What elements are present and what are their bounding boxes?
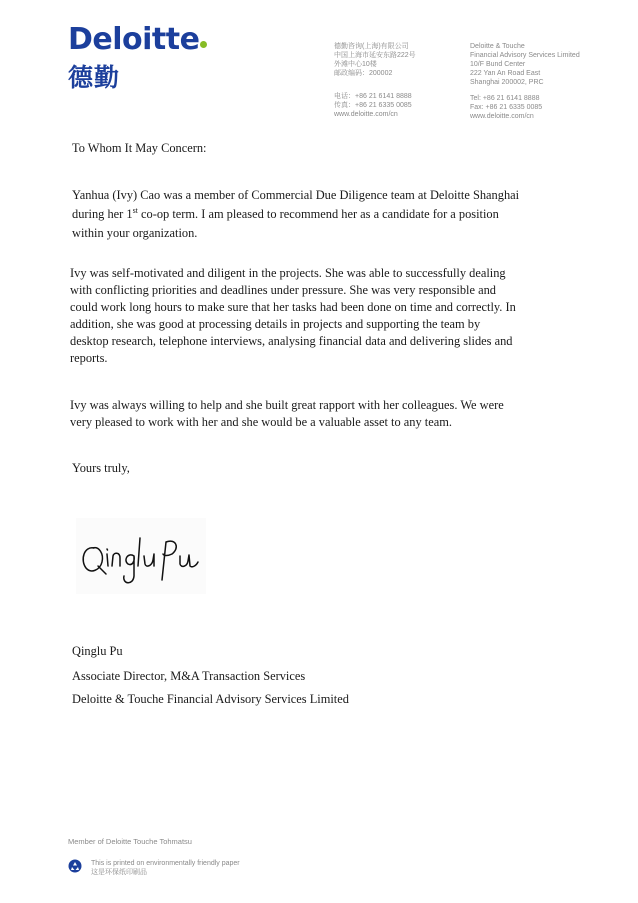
address-line: 德勤咨询(上海)有限公司 <box>334 43 409 50</box>
paragraph-line: Ivy was self-motivated and diligent in the projects. She was able to successfully dealing <box>70 266 506 280</box>
greeting: To Whom It May Concern: <box>72 141 207 155</box>
paragraph-performance <box>70 265 516 367</box>
paragraph-line: with conflicting priorities and deadlines under pressure. She was very responsible and <box>70 283 496 297</box>
paragraph-line: reports. <box>70 351 108 365</box>
eco-paper-note <box>91 859 240 877</box>
paragraph-line: within your organization. <box>72 226 198 240</box>
website-line: www.deloitte.com/cn <box>470 113 534 120</box>
chinese-address-block <box>334 42 416 119</box>
address-line: 中国上海市延安东路222号 <box>334 52 416 59</box>
deloitte-logo-chinese: 德勤 <box>68 63 121 92</box>
fax-line: Fax: +86 21 6335 0085 <box>470 104 543 111</box>
english-address-block <box>470 42 580 121</box>
fax-line: 传真：+86 21 6335 0085 <box>334 102 412 109</box>
logo-green-dot <box>200 41 207 48</box>
ordinal-suffix: st <box>132 206 138 215</box>
address-line: Deloitte & Touche <box>470 43 525 50</box>
paragraph-line: during her 1st co-op term. I am pleased to recommend her as a candidate for a position <box>72 206 499 221</box>
address-line: 222 Yan An Road East <box>470 70 541 77</box>
website-line: www.deloitte.com/cn <box>334 111 398 118</box>
paragraph-line: desktop research, telephone interviews, analysing financial data and delivering slides and <box>70 334 513 348</box>
paragraph-line: addition, she was good at processing details in projects and supporting the team by <box>70 317 481 331</box>
member-footer: Member of Deloitte Touche Tohmatsu <box>68 837 192 846</box>
phone-line: Tel: +86 21 6141 8888 <box>470 95 540 102</box>
paragraph-line: could work long hours to make sure that her tasks had been done on time and correctly. In <box>70 300 516 314</box>
paragraph-line: very pleased to work with her and she would be a valuable asset to any team. <box>70 415 452 429</box>
address-line: Shanghai 200002, PRC <box>470 79 544 86</box>
recycle-icon <box>68 859 82 873</box>
closing: Yours truly, <box>72 461 130 475</box>
paragraph-intro <box>72 186 519 243</box>
paragraph-line: Ivy was always willing to help and she built great rapport with her colleagues. We were <box>70 398 504 412</box>
signer-name: Qinglu Pu <box>72 644 123 658</box>
eco-note-english: This is printed on environmentally friendly paper <box>91 860 240 867</box>
phone-line: 电话：+86 21 6141 8888 <box>334 93 412 100</box>
paragraph-line: Yanhua (Ivy) Cao was a member of Commercial Due Diligence team at Deloitte Shanghai <box>72 188 520 202</box>
eco-note-chinese: 这是环保纸印刷品 <box>91 869 147 876</box>
signer-title: Associate Director, M&A Transaction Services <box>72 669 306 683</box>
address-line: Financial Advisory Services Limited <box>470 52 580 59</box>
signer-company: Deloitte & Touche Financial Advisory Services Limited <box>72 692 349 706</box>
address-line: 外滩中心10楼 <box>334 61 377 68</box>
deloitte-logo: Deloitte <box>68 22 200 57</box>
signature-image <box>76 518 206 594</box>
address-line: 邮政编码：200002 <box>334 70 393 77</box>
paragraph-teamwork <box>70 397 504 431</box>
address-line: 10/F Bund Center <box>470 61 526 68</box>
